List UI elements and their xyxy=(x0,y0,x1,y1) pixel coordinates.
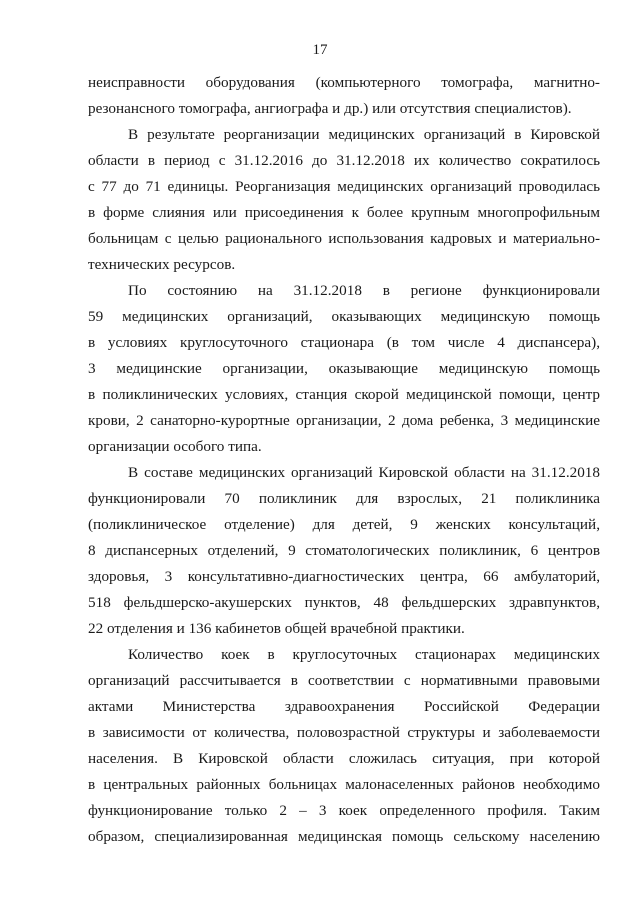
text-line: организаций рассчитывается в соответствии с нормативными правовыми xyxy=(88,672,600,689)
text-line: в форме слияния или присоединения к более крупным многопрофильным xyxy=(88,204,600,221)
text-line: населения. В Кировской области сложилась ситуация, при которой xyxy=(88,750,600,767)
paragraph xyxy=(88,122,600,278)
text-line: 8 диспансерных отделений, 9 стоматологических поликлиник, 6 центров xyxy=(88,542,600,559)
text-line: в центральных районных больницах малонаселенных районов необходимо xyxy=(88,776,600,793)
text-line: 3 медицинские организации, оказывающие медицинскую помощь xyxy=(88,360,600,377)
text-line: больницам с целью рационального использования кадровых и материально- xyxy=(88,230,600,247)
text-line: в поликлинических условиях, станция скорой медицинской помощи, центр xyxy=(88,386,600,403)
text-line: образом, специализированная медицинская помощь сельскому населению xyxy=(88,828,600,845)
text-line: области в период с 31.12.2016 до 31.12.2018 их количество сократилось xyxy=(88,152,600,169)
text-line: резонансного томографа, ангиографа и др.) или отсутствия специалистов). xyxy=(88,100,572,117)
text-line: 59 медицинских организаций, оказывающих медицинскую помощь xyxy=(88,308,600,325)
text-line: организации особого типа. xyxy=(88,438,262,455)
text-line: крови, 2 санаторно-курортные организации, 2 дома ребенка, 3 медицинские xyxy=(88,412,600,429)
text-line: неисправности оборудования (компьютерного томографа, магнитно- xyxy=(88,74,600,91)
document-body xyxy=(88,70,600,850)
paragraph xyxy=(88,70,600,122)
text-line: функционирование только 2 – 3 коек определенного профиля. Таким xyxy=(88,802,600,819)
paragraph xyxy=(88,642,600,850)
text-line: в условиях круглосуточного стационара (в том числе 4 диспансера), xyxy=(88,334,600,351)
text-line: с 77 до 71 единицы. Реорганизация медицинских организаций проводилась xyxy=(88,178,600,195)
text-line: (поликлиническое отделение) для детей, 9 женских консультаций, xyxy=(88,516,600,533)
paragraph xyxy=(88,278,600,460)
text-line: технических ресурсов. xyxy=(88,256,236,273)
text-line: здоровья, 3 консультативно-диагностических центра, 66 амбулаторий, xyxy=(88,568,600,585)
text-line: 518 фельдшерско-акушерских пунктов, 48 фельдшерских здравпунктов, xyxy=(88,594,600,611)
text-line: актами Министерства здравоохранения Российской Федерации xyxy=(88,698,600,715)
text-line: функционировали 70 поликлиник для взрослых, 21 поликлиника xyxy=(88,490,600,507)
text-line: По состоянию на 31.12.2018 в регионе функционировали xyxy=(128,282,600,299)
paragraph xyxy=(88,460,600,642)
text-line: В результате реорганизации медицинских организаций в Кировской xyxy=(128,126,600,143)
text-line: Количество коек в круглосуточных стационарах медицинских xyxy=(128,646,600,663)
text-line: в зависимости от количества, половозрастной структуры и заболеваемости xyxy=(88,724,600,741)
page-number: 17 xyxy=(312,42,328,58)
text-line: В составе медицинских организаций Кировской области на 31.12.2018 xyxy=(128,464,600,481)
text-line: 22 отделения и 136 кабинетов общей врачебной практики. xyxy=(88,620,465,637)
